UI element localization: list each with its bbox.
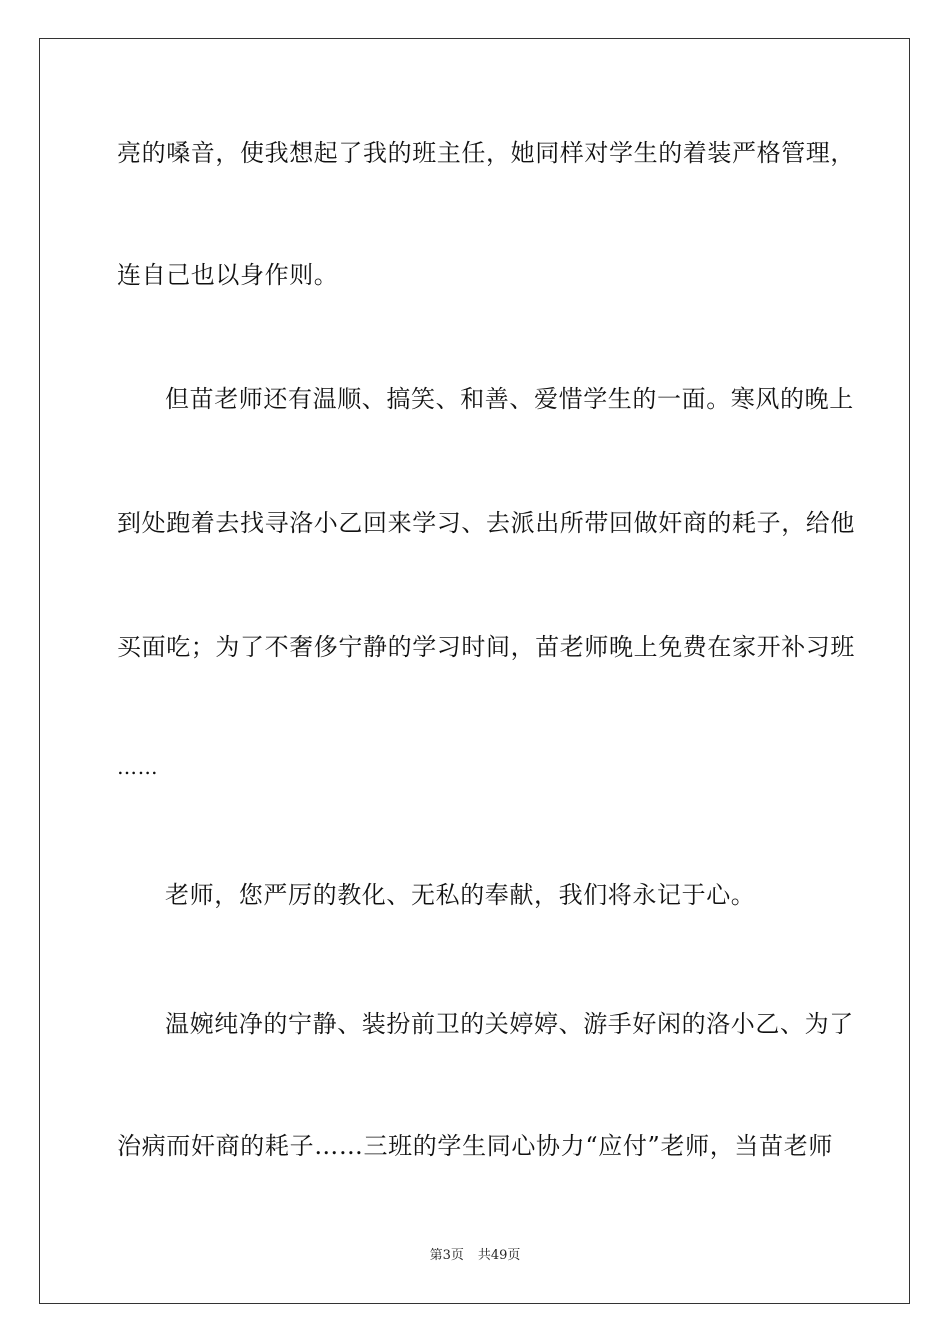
text-line: 亮的嗓音，使我想起了我的班主任，她同样对学生的着装严格管理，	[117, 139, 855, 167]
page-number: 第3页	[429, 1248, 464, 1263]
paragraph-start-line: 老师，您严厉的教化、无私的奉献，我们将永记于心。	[165, 881, 756, 909]
page-total: 共49页	[477, 1248, 521, 1263]
page-border	[39, 38, 910, 1304]
text-line: 到处跑着去找寻洛小乙回来学习、去派出所带回做奸商的耗子，给他	[117, 509, 855, 537]
text-line: 买面吃；为了不奢侈宁静的学习时间，苗老师晚上免费在家开补习班	[117, 633, 855, 661]
page-footer	[0, 1248, 950, 1264]
paragraph-start-line: 温婉纯净的宁静、装扮前卫的关婷婷、游手好闲的洛小乙、为了	[165, 1010, 854, 1038]
text-line: 连自己也以身作则。	[117, 261, 339, 289]
text-line: 治病而奸商的耗子……三班的学生同心协力“应付”老师，当苗老师	[117, 1132, 833, 1160]
paragraph-start-line: 但苗老师还有温顺、搞笑、和善、爱惜学生的一面。寒风的晚上	[165, 385, 854, 413]
ellipsis-line: ……	[117, 755, 159, 779]
